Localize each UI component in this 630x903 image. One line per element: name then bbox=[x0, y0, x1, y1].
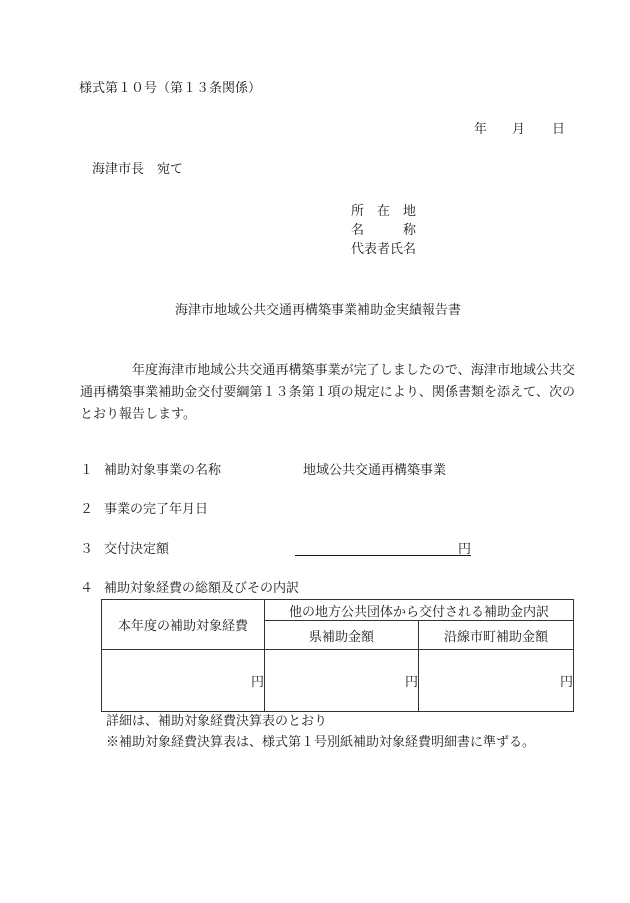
form-number: 様式第１０号（第１３条関係） bbox=[79, 81, 262, 96]
date-month: 月 bbox=[512, 122, 526, 137]
item-4 bbox=[80, 581, 299, 597]
applicant-representative-row bbox=[351, 242, 419, 258]
applicant-address-row bbox=[351, 204, 419, 220]
value-prefecture-grant: 円 bbox=[265, 650, 419, 712]
item-1-number: １ bbox=[80, 463, 94, 478]
applicant-address-label: 所 在 地 bbox=[351, 204, 417, 219]
item-2 bbox=[80, 502, 208, 518]
document-title: 海津市地域公共交通再構築事業補助金実績報告書 bbox=[175, 303, 462, 318]
item-2-label: 事業の完了年月日 bbox=[104, 502, 209, 517]
header-prefecture-grant: 県補助金額 bbox=[265, 621, 419, 650]
body-text: 年度海津市地域公共交通再構築事業が完了しましたので、海津市地域公共交通再構築事業補助金交付要綱第１３条第１項の規定により、関係書類を添えて、次のとおり報告します。 bbox=[80, 363, 575, 422]
value-current-year-expense: 円 bbox=[102, 650, 265, 712]
item-3-number: ３ bbox=[80, 542, 94, 557]
grant-amount-blank bbox=[295, 555, 471, 556]
item-4-number: ４ bbox=[80, 581, 94, 596]
grant-amount-unit: 円 bbox=[458, 542, 472, 557]
date-day: 日 bbox=[552, 122, 566, 137]
applicant-representative-label: 代表者氏名 bbox=[351, 242, 417, 257]
item-1 bbox=[80, 463, 221, 479]
note-reference: ※補助対象経費決算表は、様式第１号別紙補助対象経費明細書に準ずる。 bbox=[106, 735, 536, 750]
applicant-name-row bbox=[351, 223, 419, 239]
expense-table bbox=[101, 599, 574, 712]
report-date bbox=[474, 122, 565, 138]
note-details: 詳細は、補助対象経費決算表のとおり bbox=[106, 714, 328, 729]
addressee: 海津市長 宛て bbox=[92, 162, 184, 177]
value-municipal-grant: 円 bbox=[419, 650, 574, 712]
header-municipal-grant: 沿線市町補助金額 bbox=[419, 621, 574, 650]
item-2-number: ２ bbox=[80, 502, 94, 517]
item-1-label: 補助対象事業の名称 bbox=[104, 463, 222, 478]
header-other-grants: 他の地方公共団体から交付される補助金内訳 bbox=[265, 600, 574, 621]
header-current-year-expense: 本年度の補助対象経費 bbox=[102, 600, 265, 650]
item-1-value: 地域公共交通再構築事業 bbox=[303, 463, 447, 478]
date-year: 年 bbox=[474, 122, 488, 137]
item-3-label: 交付決定額 bbox=[104, 542, 170, 557]
applicant-name-label: 名 称 bbox=[351, 223, 417, 238]
item-3 bbox=[80, 542, 169, 558]
item-4-label: 補助対象経費の総額及びその内訳 bbox=[104, 581, 300, 596]
